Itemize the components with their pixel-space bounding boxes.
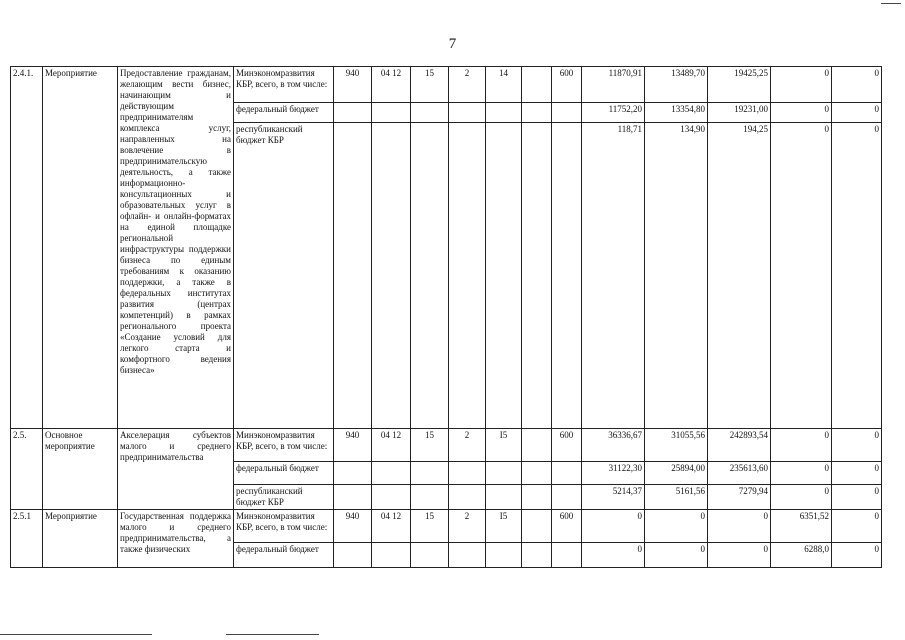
- rzpr-cell: [372, 462, 411, 485]
- value-2021-cell: 25894,00: [645, 462, 708, 485]
- value-2024-cell: 0: [832, 510, 882, 543]
- code3-cell: [486, 485, 522, 510]
- value-2020-cell: 118,71: [582, 123, 645, 429]
- table-row: [11, 429, 882, 462]
- value-2021-cell: 5161,56: [645, 485, 708, 510]
- value-2020-cell: 36336,67: [582, 429, 645, 462]
- footer-rule-left: [0, 634, 152, 635]
- code2-cell: [449, 103, 486, 123]
- code2-cell: 2: [449, 510, 486, 543]
- vr-cell: 600: [552, 510, 582, 543]
- value-2022-cell: 19425,25: [708, 67, 771, 103]
- grbs-cell: 940: [334, 67, 372, 103]
- code4-cell: [522, 462, 552, 485]
- value-2020-cell: 11752,20: [582, 103, 645, 123]
- value-2024-cell: 0: [832, 429, 882, 462]
- code3-cell: [486, 123, 522, 429]
- code3-cell: [486, 462, 522, 485]
- value-2020-cell: 5214,37: [582, 485, 645, 510]
- src-cell: республиканский бюджет КБР: [234, 123, 334, 429]
- code2-cell: [449, 543, 486, 568]
- grbs-cell: [334, 103, 372, 123]
- vr-cell: [552, 123, 582, 429]
- rzpr-cell: 04 12: [372, 429, 411, 462]
- vr-cell: [552, 485, 582, 510]
- code4-cell: [522, 67, 552, 103]
- code1-cell: [411, 543, 449, 568]
- src-cell: Минэкономразвития КБР, всего, в том числе:: [234, 429, 334, 462]
- rzpr-cell: 04 12: [372, 510, 411, 543]
- value-2023-cell: 0: [771, 103, 832, 123]
- vr-cell: 600: [552, 429, 582, 462]
- rzpr-cell: [372, 103, 411, 123]
- footer-rule-right: [226, 634, 319, 635]
- item-type-cell: Основное мероприятие: [43, 429, 118, 510]
- value-2024-cell: 0: [832, 462, 882, 485]
- value-2020-cell: 31122,30: [582, 462, 645, 485]
- value-2024-cell: 0: [832, 103, 882, 123]
- code4-cell: [522, 485, 552, 510]
- value-2021-cell: 13489,70: [645, 67, 708, 103]
- grbs-cell: [334, 485, 372, 510]
- value-2022-cell: 0: [708, 510, 771, 543]
- item-code-cell: 2.4.1.: [11, 67, 43, 429]
- value-2021-cell: 0: [645, 543, 708, 568]
- code2-cell: 2: [449, 67, 486, 103]
- value-2022-cell: 194,25: [708, 123, 771, 429]
- value-2020-cell: 11870,91: [582, 67, 645, 103]
- value-2020-cell: 0: [582, 543, 645, 568]
- value-2022-cell: 7279,94: [708, 485, 771, 510]
- value-2021-cell: 13354,80: [645, 103, 708, 123]
- src-cell: федеральный бюджет: [234, 103, 334, 123]
- page-number: 7: [448, 36, 457, 52]
- value-2023-cell: 6288,0: [771, 543, 832, 568]
- grbs-cell: [334, 462, 372, 485]
- code2-cell: [449, 123, 486, 429]
- value-2023-cell: 0: [771, 67, 832, 103]
- item-code-cell: 2.5.: [11, 429, 43, 510]
- value-2023-cell: 0: [771, 429, 832, 462]
- code1-cell: [411, 103, 449, 123]
- value-2023-cell: 0: [771, 485, 832, 510]
- code4-cell: [522, 103, 552, 123]
- src-cell: республиканский бюджет КБР: [234, 485, 334, 510]
- rzpr-cell: [372, 543, 411, 568]
- value-2024-cell: 0: [832, 123, 882, 429]
- item-name-cell: Государственная поддержка малого и среднего предпринимательства, а также физических: [118, 510, 234, 568]
- value-2022-cell: 242893,54: [708, 429, 771, 462]
- value-2022-cell: 235613,60: [708, 462, 771, 485]
- value-2023-cell: 0: [771, 462, 832, 485]
- budget-table: [10, 66, 882, 568]
- grbs-cell: [334, 543, 372, 568]
- code3-cell: I5: [486, 510, 522, 543]
- item-type-cell: Мероприятие: [43, 510, 118, 568]
- src-cell: федеральный бюджет: [234, 462, 334, 485]
- value-2022-cell: 19231,00: [708, 103, 771, 123]
- code2-cell: [449, 462, 486, 485]
- value-2021-cell: 31055,56: [645, 429, 708, 462]
- grbs-cell: 940: [334, 429, 372, 462]
- code4-cell: [522, 429, 552, 462]
- value-2021-cell: 134,90: [645, 123, 708, 429]
- code4-cell: [522, 123, 552, 429]
- code1-cell: [411, 485, 449, 510]
- item-code-cell: 2.5.1: [11, 510, 43, 568]
- code3-cell: 14: [486, 67, 522, 103]
- table-row: [11, 510, 882, 543]
- value-2023-cell: 0: [771, 123, 832, 429]
- src-cell: Минэкономразвития КБР, всего, в том числе:: [234, 510, 334, 543]
- code4-cell: [522, 543, 552, 568]
- code3-cell: [486, 543, 522, 568]
- rzpr-cell: 04 12: [372, 67, 411, 103]
- src-cell: федеральный бюджет: [234, 543, 334, 568]
- code3-cell: I5: [486, 429, 522, 462]
- vr-cell: [552, 103, 582, 123]
- top-right-mark: [881, 3, 901, 4]
- value-2022-cell: 0: [708, 543, 771, 568]
- table-row: [11, 67, 882, 103]
- value-2024-cell: 0: [832, 485, 882, 510]
- code1-cell: 15: [411, 67, 449, 103]
- value-2021-cell: 0: [645, 510, 708, 543]
- code2-cell: [449, 485, 486, 510]
- rzpr-cell: [372, 485, 411, 510]
- value-2023-cell: 6351,52: [771, 510, 832, 543]
- value-2024-cell: 0: [832, 543, 882, 568]
- vr-cell: [552, 462, 582, 485]
- item-type-cell: Мероприятие: [43, 67, 118, 429]
- code1-cell: [411, 462, 449, 485]
- rzpr-cell: [372, 123, 411, 429]
- grbs-cell: 940: [334, 510, 372, 543]
- item-name-cell: Предоставление гражданам, желающим вести бизнес, начинающим и действующим предпринимателям комплекса услуг, направленных на вовлечение в предпринимательскую деятельность, а также информационно-консультационных и образовательных услуг в офлайн- и онлайн-форматах на единой площадке региональной инфраструктуры поддержки бизнеса по единым требованиям к оказанию поддержки, а также в федеральных институтах развития (центрах компетенций) в рамках регионального проекта «Создание условий для легкого старта и комфортного ведения бизнеса»: [118, 67, 234, 429]
- code1-cell: [411, 123, 449, 429]
- vr-cell: [552, 543, 582, 568]
- code4-cell: [522, 510, 552, 543]
- grbs-cell: [334, 123, 372, 429]
- item-name-cell: Акселерация субъектов малого и среднего предпринимательства: [118, 429, 234, 510]
- value-2020-cell: 0: [582, 510, 645, 543]
- src-cell: Минэкономразвития КБР, всего, в том числе:: [234, 67, 334, 103]
- value-2024-cell: 0: [832, 67, 882, 103]
- code1-cell: 15: [411, 510, 449, 543]
- code3-cell: [486, 103, 522, 123]
- vr-cell: 600: [552, 67, 582, 103]
- code1-cell: 15: [411, 429, 449, 462]
- code2-cell: 2: [449, 429, 486, 462]
